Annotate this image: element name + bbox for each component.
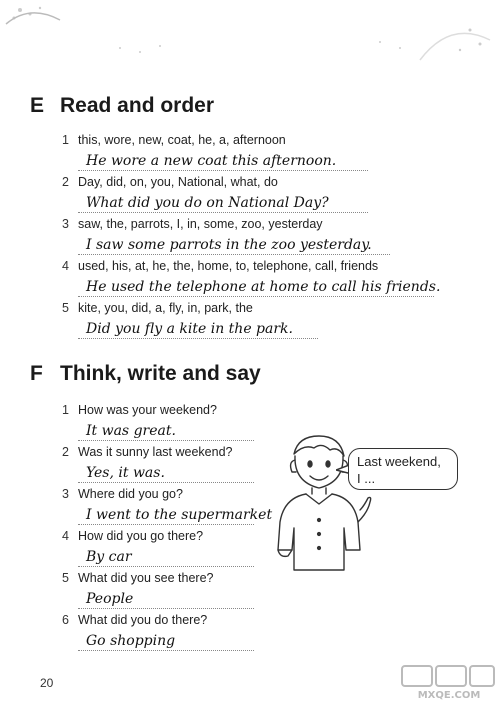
item-prompt: Was it sunny last weekend? <box>78 445 233 459</box>
section-e-letter: E <box>30 94 45 117</box>
e-item-3 <box>62 216 462 255</box>
f-item-1 <box>62 402 262 441</box>
section-e-title: Read and order <box>60 94 215 117</box>
bubble-line-2: I ... <box>357 471 376 486</box>
f-item-2 <box>62 444 262 483</box>
handwritten-answer: It was great. <box>86 423 176 439</box>
answer-line[interactable] <box>78 148 368 171</box>
item-prompt: used, his, at, he, the, home, to, telephone, call, friends <box>78 259 379 273</box>
section-f-heading <box>30 362 261 386</box>
answer-line[interactable] <box>78 418 254 441</box>
item-prompt: What did you do there? <box>78 613 208 627</box>
answer-line[interactable] <box>78 586 254 609</box>
item-prompt: saw, the, parrots, I, in, some, zoo, yesterday <box>78 217 323 231</box>
item-number: 5 <box>62 571 69 585</box>
answer-line[interactable] <box>78 628 254 651</box>
handwritten-answer: What did you do on National Day? <box>86 195 329 211</box>
e-item-1 <box>62 132 462 171</box>
watermark-logo <box>400 664 498 702</box>
item-prompt: How was your weekend? <box>78 403 217 417</box>
answer-line[interactable] <box>78 190 368 213</box>
handwritten-answer: People <box>86 591 134 607</box>
item-prompt: Day, did, on, you, National, what, do <box>78 175 278 189</box>
answer-line[interactable] <box>78 232 390 255</box>
f-item-4 <box>62 528 262 567</box>
header-decoration <box>0 0 500 80</box>
item-number: 2 <box>62 175 69 189</box>
item-number: 1 <box>62 403 69 417</box>
speech-bubble <box>348 448 458 490</box>
bubble-line-1: Last weekend, <box>357 454 441 469</box>
item-number: 2 <box>62 445 69 459</box>
answer-line[interactable] <box>78 316 318 339</box>
handwritten-answer: By car <box>86 549 132 565</box>
f-item-6 <box>62 612 262 651</box>
item-number: 5 <box>62 301 69 315</box>
handwritten-answer: Go shopping <box>86 633 176 649</box>
item-number: 1 <box>62 133 69 147</box>
e-item-2 <box>62 174 462 213</box>
page-number: 20 <box>40 676 54 690</box>
handwritten-answer: I saw some parrots in the zoo yesterday. <box>86 237 372 253</box>
handwritten-answer: Yes, it was. <box>86 465 165 481</box>
handwritten-answer: He used the telephone at home to call his friends. <box>86 279 441 295</box>
item-prompt: What did you see there? <box>78 571 214 585</box>
item-number: 4 <box>62 529 69 543</box>
item-number: 4 <box>62 259 69 273</box>
item-number: 3 <box>62 487 69 501</box>
f-item-3 <box>62 486 273 525</box>
section-f-letter: F <box>30 362 43 385</box>
e-item-4 <box>62 258 462 297</box>
answer-line[interactable] <box>78 544 254 567</box>
item-number: 6 <box>62 613 69 627</box>
section-f-title: Think, write and say <box>60 362 261 385</box>
handwritten-answer: He wore a new coat this afternoon. <box>86 153 337 169</box>
item-prompt: Where did you go? <box>78 487 183 501</box>
svg-text:MXQE.COM: MXQE.COM <box>417 690 481 701</box>
item-prompt: this, wore, new, coat, he, a, afternoon <box>78 133 286 147</box>
item-prompt: How did you go there? <box>78 529 204 543</box>
handwritten-answer: Did you fly a kite in the park. <box>86 321 293 337</box>
section-e-heading <box>30 94 214 118</box>
f-item-5 <box>62 570 262 609</box>
item-number: 3 <box>62 217 69 231</box>
answer-line[interactable] <box>78 502 273 525</box>
e-item-5 <box>62 300 462 339</box>
answer-line[interactable] <box>78 274 441 297</box>
handwritten-answer: I went to the supermarket <box>86 507 273 523</box>
answer-line[interactable] <box>78 460 254 483</box>
item-prompt: kite, you, did, a, fly, in, park, the <box>78 301 253 315</box>
